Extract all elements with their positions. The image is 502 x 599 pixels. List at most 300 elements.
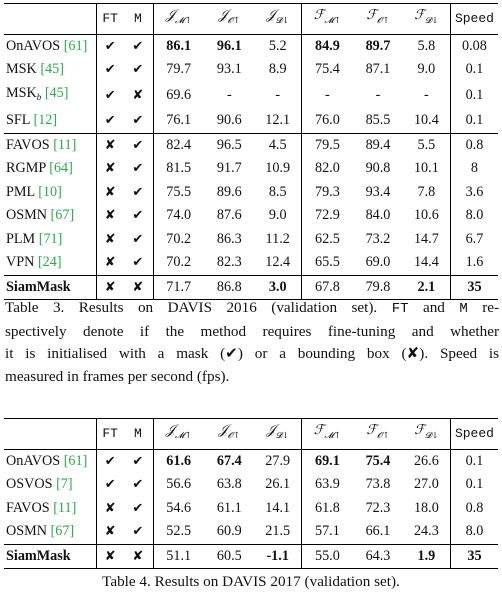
value-cell	[450, 109, 498, 133]
value-text: 87.1	[365, 61, 391, 77]
metric-subscript: 𝓓↓	[275, 431, 290, 441]
value-text: 84.0	[365, 207, 391, 223]
value-cell	[153, 181, 204, 205]
ft-cell	[97, 251, 124, 275]
value-cell	[353, 473, 403, 497]
value-text: 12.1	[265, 112, 291, 128]
cross-icon: ✘	[104, 255, 116, 270]
value-text: 70.2	[166, 254, 192, 270]
method-cell	[4, 275, 97, 300]
value-text: 86.8	[216, 278, 242, 295]
value-text: 63.8	[216, 476, 242, 492]
metric-subscript: 𝓞↑	[377, 16, 390, 26]
value-text: -	[325, 86, 330, 103]
m-cell	[123, 204, 153, 228]
value-cell	[255, 520, 301, 544]
value-text: 0.8	[465, 499, 484, 516]
ft-cell	[97, 473, 124, 497]
value-text: 84.9	[314, 37, 340, 54]
header-label: M	[133, 426, 142, 441]
citation-link[interactable]: [7]	[56, 476, 73, 492]
value-cell	[403, 228, 451, 252]
value-cell	[353, 204, 403, 228]
value-cell	[153, 133, 204, 157]
value-cell	[301, 34, 353, 58]
cross-icon: ✘	[132, 279, 144, 295]
value-cell	[403, 34, 451, 58]
ft-cell	[97, 449, 124, 473]
value-cell	[301, 82, 353, 110]
citation-link[interactable]: [61]	[63, 37, 88, 54]
check-icon: ✔	[132, 524, 144, 539]
header-label: FT	[102, 426, 118, 441]
method-cell	[4, 473, 97, 497]
value-cell	[204, 251, 255, 275]
check-icon: ✔	[104, 113, 116, 128]
value-text: 73.8	[365, 476, 391, 492]
value-cell	[450, 449, 498, 473]
method-cell	[4, 157, 97, 181]
header-cell	[301, 4, 353, 35]
value-text: 0.1	[465, 452, 484, 469]
value-cell	[450, 520, 498, 544]
metric-letter: 𝒥	[218, 422, 228, 438]
value-cell	[301, 473, 353, 497]
value-text: 71.7	[166, 278, 192, 295]
cross-icon: ✘	[104, 184, 116, 200]
ft-cell	[97, 58, 124, 82]
value-cell	[353, 157, 403, 181]
value-cell	[204, 109, 255, 133]
value-text: 12.4	[265, 254, 291, 270]
m-cell	[123, 109, 153, 133]
value-text: 73.2	[365, 230, 391, 247]
citation-link[interactable]: [45]	[40, 61, 64, 77]
citation-link[interactable]: [12]	[33, 112, 58, 128]
value-cell	[153, 204, 204, 228]
method-cell	[4, 109, 97, 133]
method-name: OSVOS	[6, 476, 53, 492]
value-text: 8	[470, 160, 478, 176]
value-cell	[153, 82, 204, 110]
value-cell	[450, 497, 498, 521]
value-text: 81.5	[166, 160, 192, 176]
cross-icon: ✘	[104, 500, 116, 516]
value-cell	[403, 544, 451, 569]
ft-cell	[97, 228, 124, 252]
table-davis-2017	[4, 418, 498, 569]
method-name: RGMP	[6, 160, 46, 176]
value-cell	[403, 473, 451, 497]
metric-letter: 𝒥	[218, 7, 228, 23]
value-text: 10.1	[413, 160, 439, 176]
value-text: 89.4	[365, 136, 391, 153]
value-text: 1.6	[465, 254, 484, 270]
m-cell	[123, 181, 153, 205]
value-text: 54.6	[166, 499, 192, 516]
metric-subscript: 𝓞↑	[227, 431, 241, 441]
check-icon: ✔	[132, 477, 144, 492]
value-cell	[153, 251, 204, 275]
value-cell	[353, 34, 403, 58]
method-cell	[4, 204, 97, 228]
value-cell	[353, 275, 403, 300]
value-cell	[255, 449, 301, 473]
table-row	[4, 228, 498, 252]
value-text: 26.6	[413, 452, 439, 469]
value-cell	[204, 520, 255, 544]
value-cell	[204, 275, 255, 300]
value-cell	[153, 520, 204, 544]
value-text: 69.6	[166, 86, 192, 103]
value-text: 86.1	[166, 37, 192, 54]
header-cell	[403, 419, 451, 450]
value-text: 96.1	[216, 37, 242, 54]
value-cell	[153, 157, 204, 181]
value-cell	[204, 544, 255, 569]
metric-symbol	[266, 422, 290, 441]
value-text: 60.9	[216, 523, 242, 539]
value-cell	[353, 228, 403, 252]
value-text: -	[424, 86, 429, 103]
value-text: 90.8	[365, 160, 391, 176]
value-cell	[403, 497, 451, 521]
value-cell	[353, 82, 403, 110]
value-cell	[353, 544, 403, 569]
value-text: 14.1	[265, 499, 291, 516]
value-text: 89.6	[216, 183, 242, 200]
value-cell	[403, 109, 451, 133]
value-text: 89.7	[365, 37, 391, 54]
citation-link[interactable]: [24]	[37, 254, 62, 270]
method-cell	[4, 544, 97, 569]
header-cell	[204, 419, 255, 450]
check-icon: ✔	[104, 38, 116, 54]
value-cell	[255, 544, 301, 569]
metric-subscript: 𝓞↑	[377, 431, 390, 441]
citation-link[interactable]: [11]	[53, 499, 77, 516]
value-cell	[403, 58, 451, 82]
value-cell	[353, 133, 403, 157]
header-cell	[353, 419, 403, 450]
value-text: 66.1	[365, 523, 391, 539]
table-row	[4, 82, 498, 110]
value-text: 1.9	[417, 547, 436, 564]
metric-symbol	[218, 422, 241, 441]
header-cell	[97, 419, 124, 450]
value-cell	[450, 544, 498, 569]
method-name: MSK	[6, 84, 37, 101]
value-cell	[450, 34, 498, 58]
value-cell	[353, 251, 403, 275]
ft-cell	[97, 497, 124, 521]
table-row	[4, 497, 498, 521]
value-text: 72.3	[365, 499, 391, 516]
m-cell	[123, 275, 153, 300]
header-label: Speed	[454, 11, 494, 26]
value-text: 51.1	[166, 547, 192, 564]
citation-link[interactable]: [10]	[38, 183, 62, 200]
citation-link[interactable]: [67]	[50, 207, 75, 223]
metric-subscript: 𝓜↑	[175, 16, 192, 26]
value-text: 0.1	[465, 112, 484, 128]
value-cell	[153, 34, 204, 58]
value-text: -1.1	[266, 547, 289, 564]
value-text: 55.0	[314, 547, 340, 564]
method-name: OnAVOS	[6, 452, 61, 469]
method-name: VPN	[6, 254, 35, 270]
caption-line-1a: Table 3. Results on DAVIS 2016 (validation set).	[5, 299, 378, 316]
value-text: 8.0	[465, 207, 484, 223]
method-cell	[4, 520, 97, 544]
value-text: 5.5	[417, 136, 436, 153]
value-text: 5.8	[417, 37, 436, 54]
value-text: 70.2	[166, 230, 192, 247]
value-text: 8.9	[268, 61, 287, 77]
value-text: 8.5	[268, 183, 287, 200]
value-cell	[450, 82, 498, 110]
metric-subscript: 𝓜↑	[324, 16, 342, 26]
value-text: 85.5	[365, 112, 391, 128]
table-row	[4, 34, 498, 58]
method-cell	[4, 82, 97, 110]
value-cell	[450, 228, 498, 252]
value-cell	[403, 157, 451, 181]
value-text: 10.4	[413, 112, 439, 128]
value-text: 69.0	[365, 254, 391, 270]
value-text: -	[275, 86, 281, 103]
metric-subscript: 𝓓↓	[424, 431, 439, 441]
value-cell	[301, 58, 353, 82]
value-cell	[403, 133, 451, 157]
value-text: 4.5	[268, 136, 287, 153]
value-text: 91.7	[216, 160, 242, 176]
metric-symbol	[313, 422, 342, 441]
value-text: 93.4	[365, 183, 391, 200]
caption-line-1b: and	[422, 299, 445, 316]
method-name: OSMN	[6, 523, 47, 539]
ft-cell	[97, 275, 124, 300]
value-text: 75.5	[166, 183, 192, 200]
table-row	[4, 449, 498, 473]
m-cell	[123, 497, 153, 521]
value-cell	[450, 204, 498, 228]
value-text: 61.8	[314, 499, 340, 516]
value-cell	[353, 520, 403, 544]
value-cell	[153, 497, 204, 521]
value-cell	[153, 473, 204, 497]
method-cell	[4, 449, 97, 473]
value-text: 64.3	[365, 547, 391, 564]
value-cell	[255, 251, 301, 275]
m-cell	[123, 157, 153, 181]
metric-symbol	[366, 422, 390, 441]
citation-link[interactable]: [71]	[38, 230, 63, 247]
value-cell	[204, 228, 255, 252]
value-cell	[255, 109, 301, 133]
caption-ft-code: FT	[391, 301, 409, 317]
value-cell	[204, 449, 255, 473]
value-cell	[403, 275, 451, 300]
table-row	[4, 520, 498, 544]
table-davis-2016	[4, 3, 498, 300]
cross-icon: ✘	[104, 524, 116, 539]
value-cell	[255, 133, 301, 157]
value-cell	[403, 82, 451, 110]
check-icon: ✔	[132, 161, 144, 176]
header-cell	[4, 4, 97, 35]
value-cell	[255, 181, 301, 205]
metric-letter: 𝒥	[266, 7, 276, 23]
table-row	[4, 204, 498, 228]
method-name: OSMN	[6, 207, 47, 223]
value-text: 82.4	[166, 136, 192, 153]
metric-letter: ℱ	[414, 7, 425, 23]
value-text: 27.9	[265, 452, 291, 469]
header-cell	[450, 419, 498, 450]
check-icon: ✔	[104, 87, 116, 103]
header-cell	[153, 419, 204, 450]
header-cell	[255, 4, 301, 35]
m-cell	[123, 520, 153, 544]
value-text: 10.9	[265, 160, 291, 176]
value-text: 69.1	[314, 452, 340, 469]
value-text: 74.0	[166, 207, 192, 223]
value-cell	[450, 473, 498, 497]
citation-link[interactable]: [11]	[53, 136, 77, 153]
value-text: 9.0	[417, 61, 436, 77]
table-row	[4, 181, 498, 205]
value-cell	[153, 58, 204, 82]
header-cell	[123, 419, 153, 450]
value-cell	[204, 204, 255, 228]
value-text: 61.6	[166, 452, 192, 469]
header-cell	[255, 419, 301, 450]
value-cell	[301, 251, 353, 275]
value-cell	[204, 58, 255, 82]
value-cell	[301, 204, 353, 228]
value-text: 9.0	[268, 207, 287, 223]
header-cell	[97, 4, 124, 35]
header-cell	[403, 4, 451, 35]
value-cell	[204, 497, 255, 521]
value-cell	[255, 275, 301, 300]
ft-cell	[97, 133, 124, 157]
value-cell	[301, 133, 353, 157]
citation-link[interactable]: [67]	[50, 523, 75, 539]
check-icon: ✔	[132, 500, 144, 516]
method-name: OnAVOS	[6, 37, 61, 54]
value-text: 79.7	[166, 61, 192, 77]
method-cell	[4, 133, 97, 157]
metric-symbol	[414, 7, 439, 26]
method-cell	[4, 34, 97, 58]
value-cell	[450, 157, 498, 181]
value-text: 79.5	[314, 136, 340, 153]
value-text: 62.5	[314, 230, 340, 247]
value-cell	[153, 109, 204, 133]
check-icon: ✔	[104, 62, 116, 77]
check-icon: ✔	[132, 38, 144, 54]
method-name: FAVOS	[6, 136, 50, 153]
value-cell	[403, 449, 451, 473]
header-label: FT	[102, 11, 118, 26]
value-text: 93.1	[216, 61, 242, 77]
metric-subscript: 𝓜↑	[175, 431, 192, 441]
method-cell	[4, 228, 97, 252]
caption-m-code: M	[459, 301, 468, 317]
citation-link[interactable]: [61]	[63, 452, 88, 469]
metric-subscript: 𝓓↓	[424, 16, 439, 26]
value-text: 5.2	[268, 37, 287, 54]
metric-symbol	[313, 7, 342, 26]
ft-cell	[97, 82, 124, 110]
value-cell	[255, 204, 301, 228]
value-text: 63.9	[314, 476, 340, 492]
table4-caption: Table 4. Results on DAVIS 2017 (validation set).	[102, 573, 400, 590]
metric-symbol	[165, 7, 192, 26]
header-cell	[4, 419, 97, 450]
value-text: 3.0	[268, 278, 287, 295]
value-cell	[450, 58, 498, 82]
value-cell	[301, 544, 353, 569]
table-row	[4, 473, 498, 497]
method-name: PML	[6, 183, 35, 200]
value-text: -	[375, 86, 381, 103]
check-icon: ✔	[132, 113, 144, 128]
metric-letter: 𝒥	[165, 422, 176, 438]
value-cell	[153, 449, 204, 473]
ft-cell	[97, 34, 124, 58]
method-name: FAVOS	[6, 499, 50, 516]
header-cell	[153, 4, 204, 35]
check-icon: ✔	[104, 453, 116, 469]
value-cell	[301, 449, 353, 473]
metric-symbol	[366, 7, 390, 26]
citation-link[interactable]: [45]	[44, 84, 69, 101]
m-cell	[123, 449, 153, 473]
cross-icon: ✘	[104, 161, 116, 176]
cross-icon: ✘	[132, 87, 144, 103]
value-text: 90.6	[216, 112, 242, 128]
value-text: 79.3	[314, 183, 340, 200]
value-text: 75.4	[314, 61, 340, 77]
value-cell	[255, 34, 301, 58]
value-cell	[153, 544, 204, 569]
value-cell	[204, 157, 255, 181]
value-text: 61.1	[216, 499, 242, 516]
metric-letter: ℱ	[366, 422, 378, 438]
value-cell	[301, 157, 353, 181]
value-text: 0.8	[465, 136, 484, 153]
value-cell	[204, 181, 255, 205]
value-text: 2.1	[417, 278, 436, 295]
value-cell	[255, 58, 301, 82]
value-cell	[353, 181, 403, 205]
metric-symbol	[414, 422, 439, 441]
value-cell	[255, 157, 301, 181]
caption-line-3: it is initialised with a mask (✔) or a bounding box (✘). Speed is	[5, 345, 499, 362]
cross-icon: ✘	[104, 548, 116, 564]
citation-link[interactable]: [64]	[49, 160, 73, 176]
metric-letter: ℱ	[366, 7, 378, 23]
value-cell	[204, 34, 255, 58]
method-cell	[4, 497, 97, 521]
cross-icon: ✘	[104, 231, 116, 247]
value-cell	[403, 204, 451, 228]
ft-cell	[97, 109, 124, 133]
check-icon: ✔	[132, 62, 144, 77]
